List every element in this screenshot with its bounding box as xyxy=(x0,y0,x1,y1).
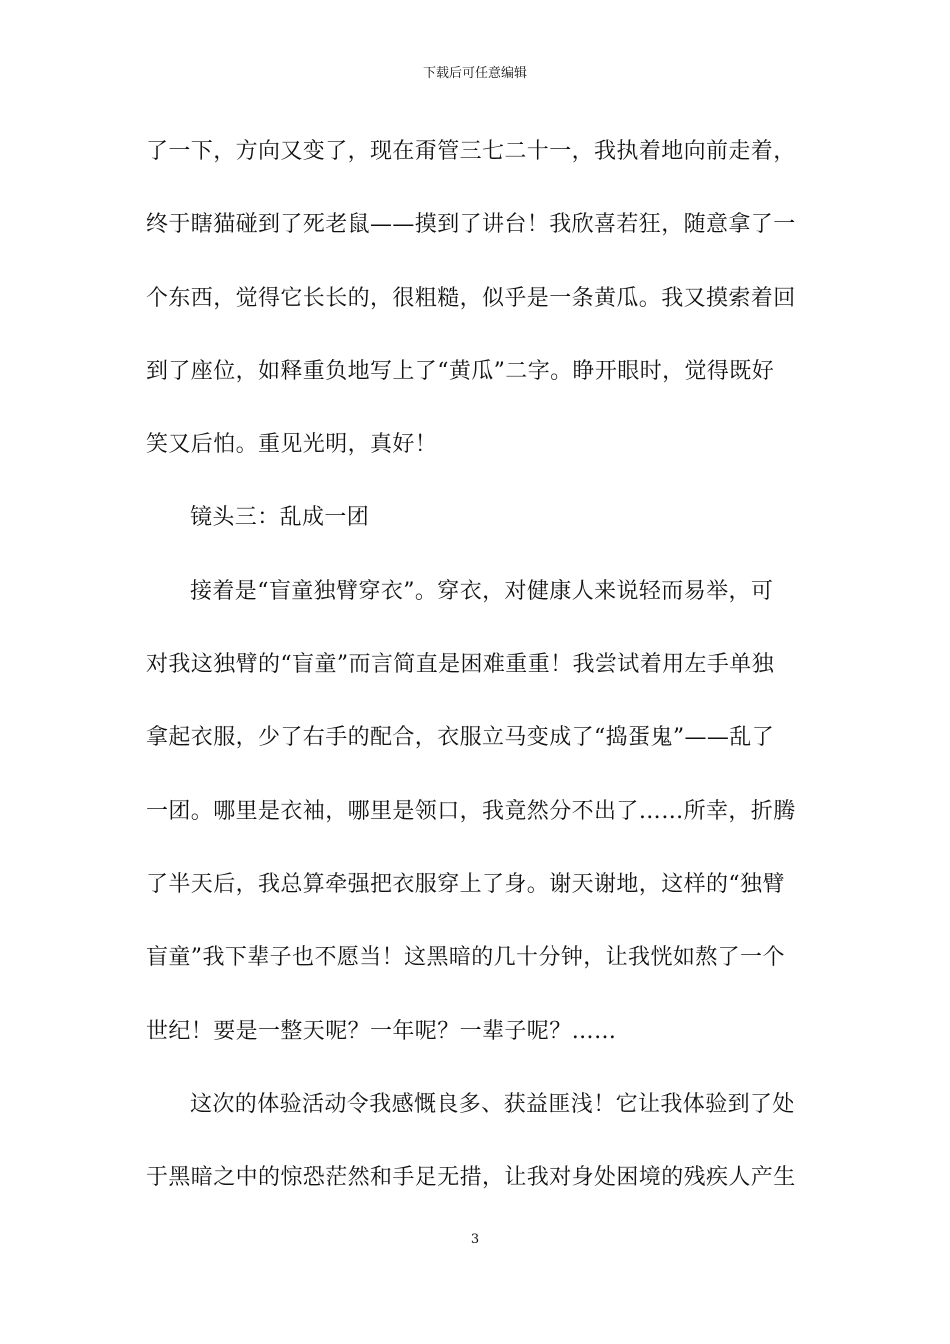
text-line: 个东西，觉得它长长的，很粗糙，似乎是一条黄瓜。我又摸索着回 xyxy=(146,285,796,311)
text-line: 了一下，方向又变了，现在甭管三七二十一，我执着地向前走着， xyxy=(146,139,796,164)
text-line: 一团。哪里是衣袖，哪里是领口，我竟然分不出了……所幸，折腾 xyxy=(146,798,796,824)
section-heading: 镜头三：乱成一团 xyxy=(190,505,370,531)
text-line: 世纪！要是一整天呢？一年呢？一辈子呢？…… xyxy=(146,1018,617,1044)
text-line: 拿起衣服，少了右手的配合，衣服立马变成了“捣蛋鬼”——乱了 xyxy=(146,725,775,751)
text-line: 盲童”我下辈子也不愿当！这黑暗的几十分钟，让我恍如熬了一个 xyxy=(146,945,785,971)
text-line: 终于瞎猫碰到了死老鼠——摸到了讲台！我欣喜若狂，随意拿了一 xyxy=(146,212,796,238)
text-line: 笑又后怕。重见光明，真好！ xyxy=(146,432,438,458)
text-line: 到了座位，如释重负地写上了“黄瓜”二字。睁开眼时，觉得既好 xyxy=(146,358,775,384)
text-line: 这次的体验活动令我感慨良多、获益匪浅！它让我体验到了处 xyxy=(190,1091,795,1117)
text-line: 接着是“盲童独臂穿衣”。穿衣，对健康人来说轻而易举，可 xyxy=(190,578,774,604)
page-number: 3 xyxy=(470,1232,480,1247)
text-line: 于黑暗之中的惊恐茫然和手足无措，让我对身处困境的残疾人产生 xyxy=(146,1165,796,1191)
text-line: 对我这独臂的“盲童”而言简直是困难重重！我尝试着用左手单独 xyxy=(146,652,775,678)
text-line: 了半天后，我总算牵强把衣服穿上了身。谢天谢地，这样的“独臂 xyxy=(146,871,785,897)
page-header: 下载后可任意编辑 xyxy=(422,66,527,81)
document-body xyxy=(146,132,806,1231)
